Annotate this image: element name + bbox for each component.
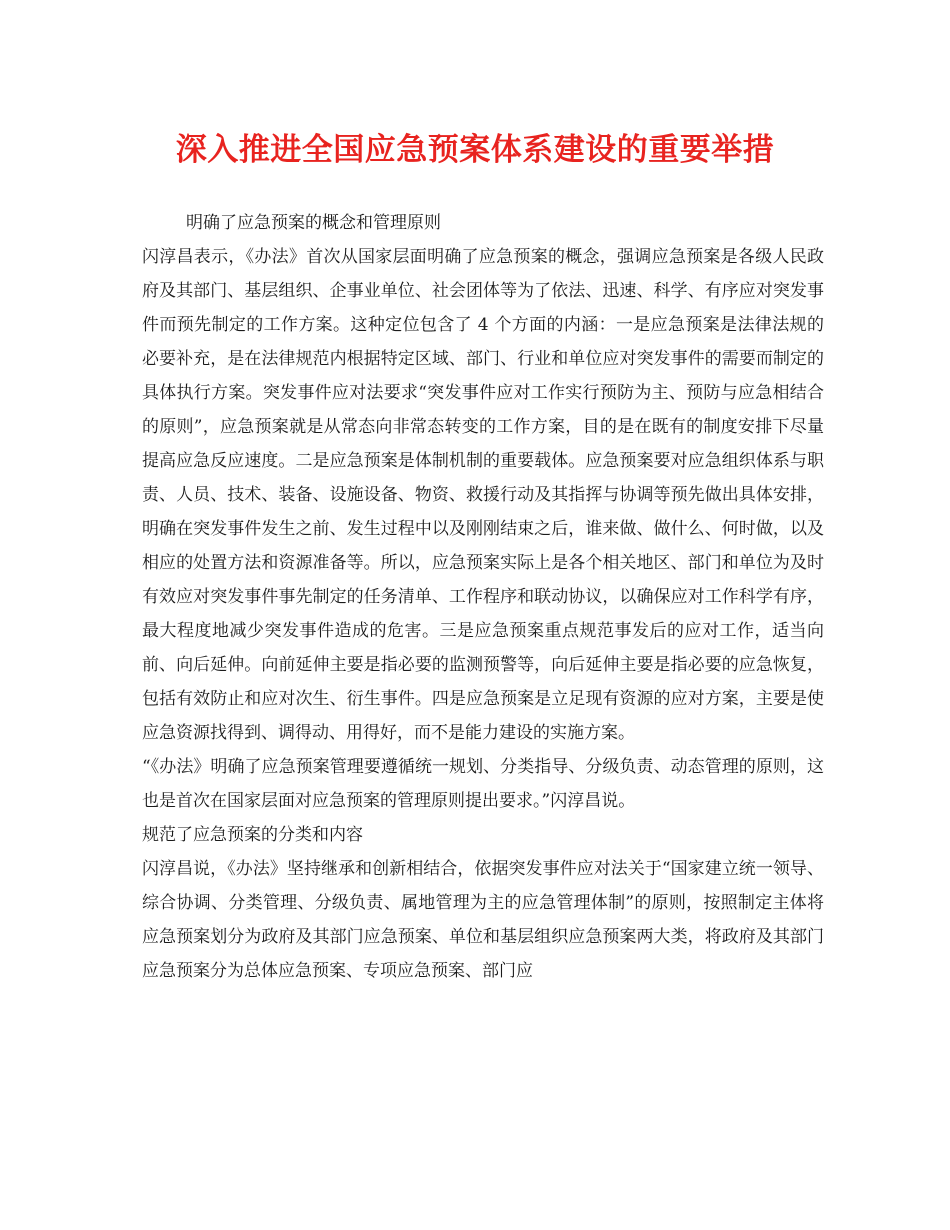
section-heading-concept: 明确了应急预案的概念和管理原则: [186, 213, 441, 233]
paragraph-classification-details: 闪淳昌说，《办法》坚持继承和创新相结合，依据突发事件应对法关于“国家建立统一领导、综合协调、分类管理、分级负责、属地管理为主的应急管理体制”的原则，按照制定主体将应急预案划分为政府及其部门应急预案、单位和基层组织应急预案两大类，将政府及其部门应急预案分为总体应急预案、专项应急预案、部门应: [142, 859, 824, 981]
paragraph-management-principles: “《办法》明确了应急预案管理要遵循统一规划、分类指导、分级负责、动态管理的原则，这也是首次在国家层面对应急预案的管理原则提出要求。”闪淳昌说。: [142, 757, 824, 811]
document-title: 深入推进全国应急预案体系建设的重要举措: [175, 132, 775, 168]
paragraph-concept-details: 闪淳昌表示，《办法》首次从国家层面明确了应急预案的概念，强调应急预案是各级人民政府及其部门、基层组织、企事业单位、社会团体等为了依法、迅速、科学、有序应对突发事件而预先制定的工作方案。这种定位包含了 4 个方面的内涵：一是应急预案是法律法规的必要补充，是在法律规范内根据特定区域、部门、行业和单位应对突发事件的需要而制定的具体执行方案。突发事件应对法要求“突发事件应对工作实行预防为主、预防与应急相结合的原则”，应急预案就是从常态向非常态转变的工作方案，目的是在既有的制度安排下尽量提高应急反应速度。二是应急预案是体制机制的重要载体。应急预案要对应急组织体系与职责、人员、技术、装备、设施设备、物资、救援行动及其指挥与协调等预先做出具体安排，明确在突发事件发生之前、发生过程中以及刚刚结束之后，谁来做、做什么、何时做，以及相应的处置方法和资源准备等。所以，应急预案实际上是各个相关地区、部门和单位为及时有效应对突发事件事先制定的任务清单、工作程序和联动协议，以确保应对工作科学有序，最大程度地减少突发事件造成的危害。三是应急预案重点规范事发后的应对工作，适当向前、向后延伸。向前延伸主要是指必要的监测预警等，向后延伸主要是指必要的应急恢复，包括有效防止和应对次生、衍生事件。四是应急预案是立足现有资源的应对方案，主要是使应急资源找得到、调得动、用得好，而不是能力建设的实施方案。: [142, 247, 824, 743]
document-body: [142, 206, 824, 988]
section-heading-classification: 规范了应急预案的分类和内容: [142, 825, 363, 845]
